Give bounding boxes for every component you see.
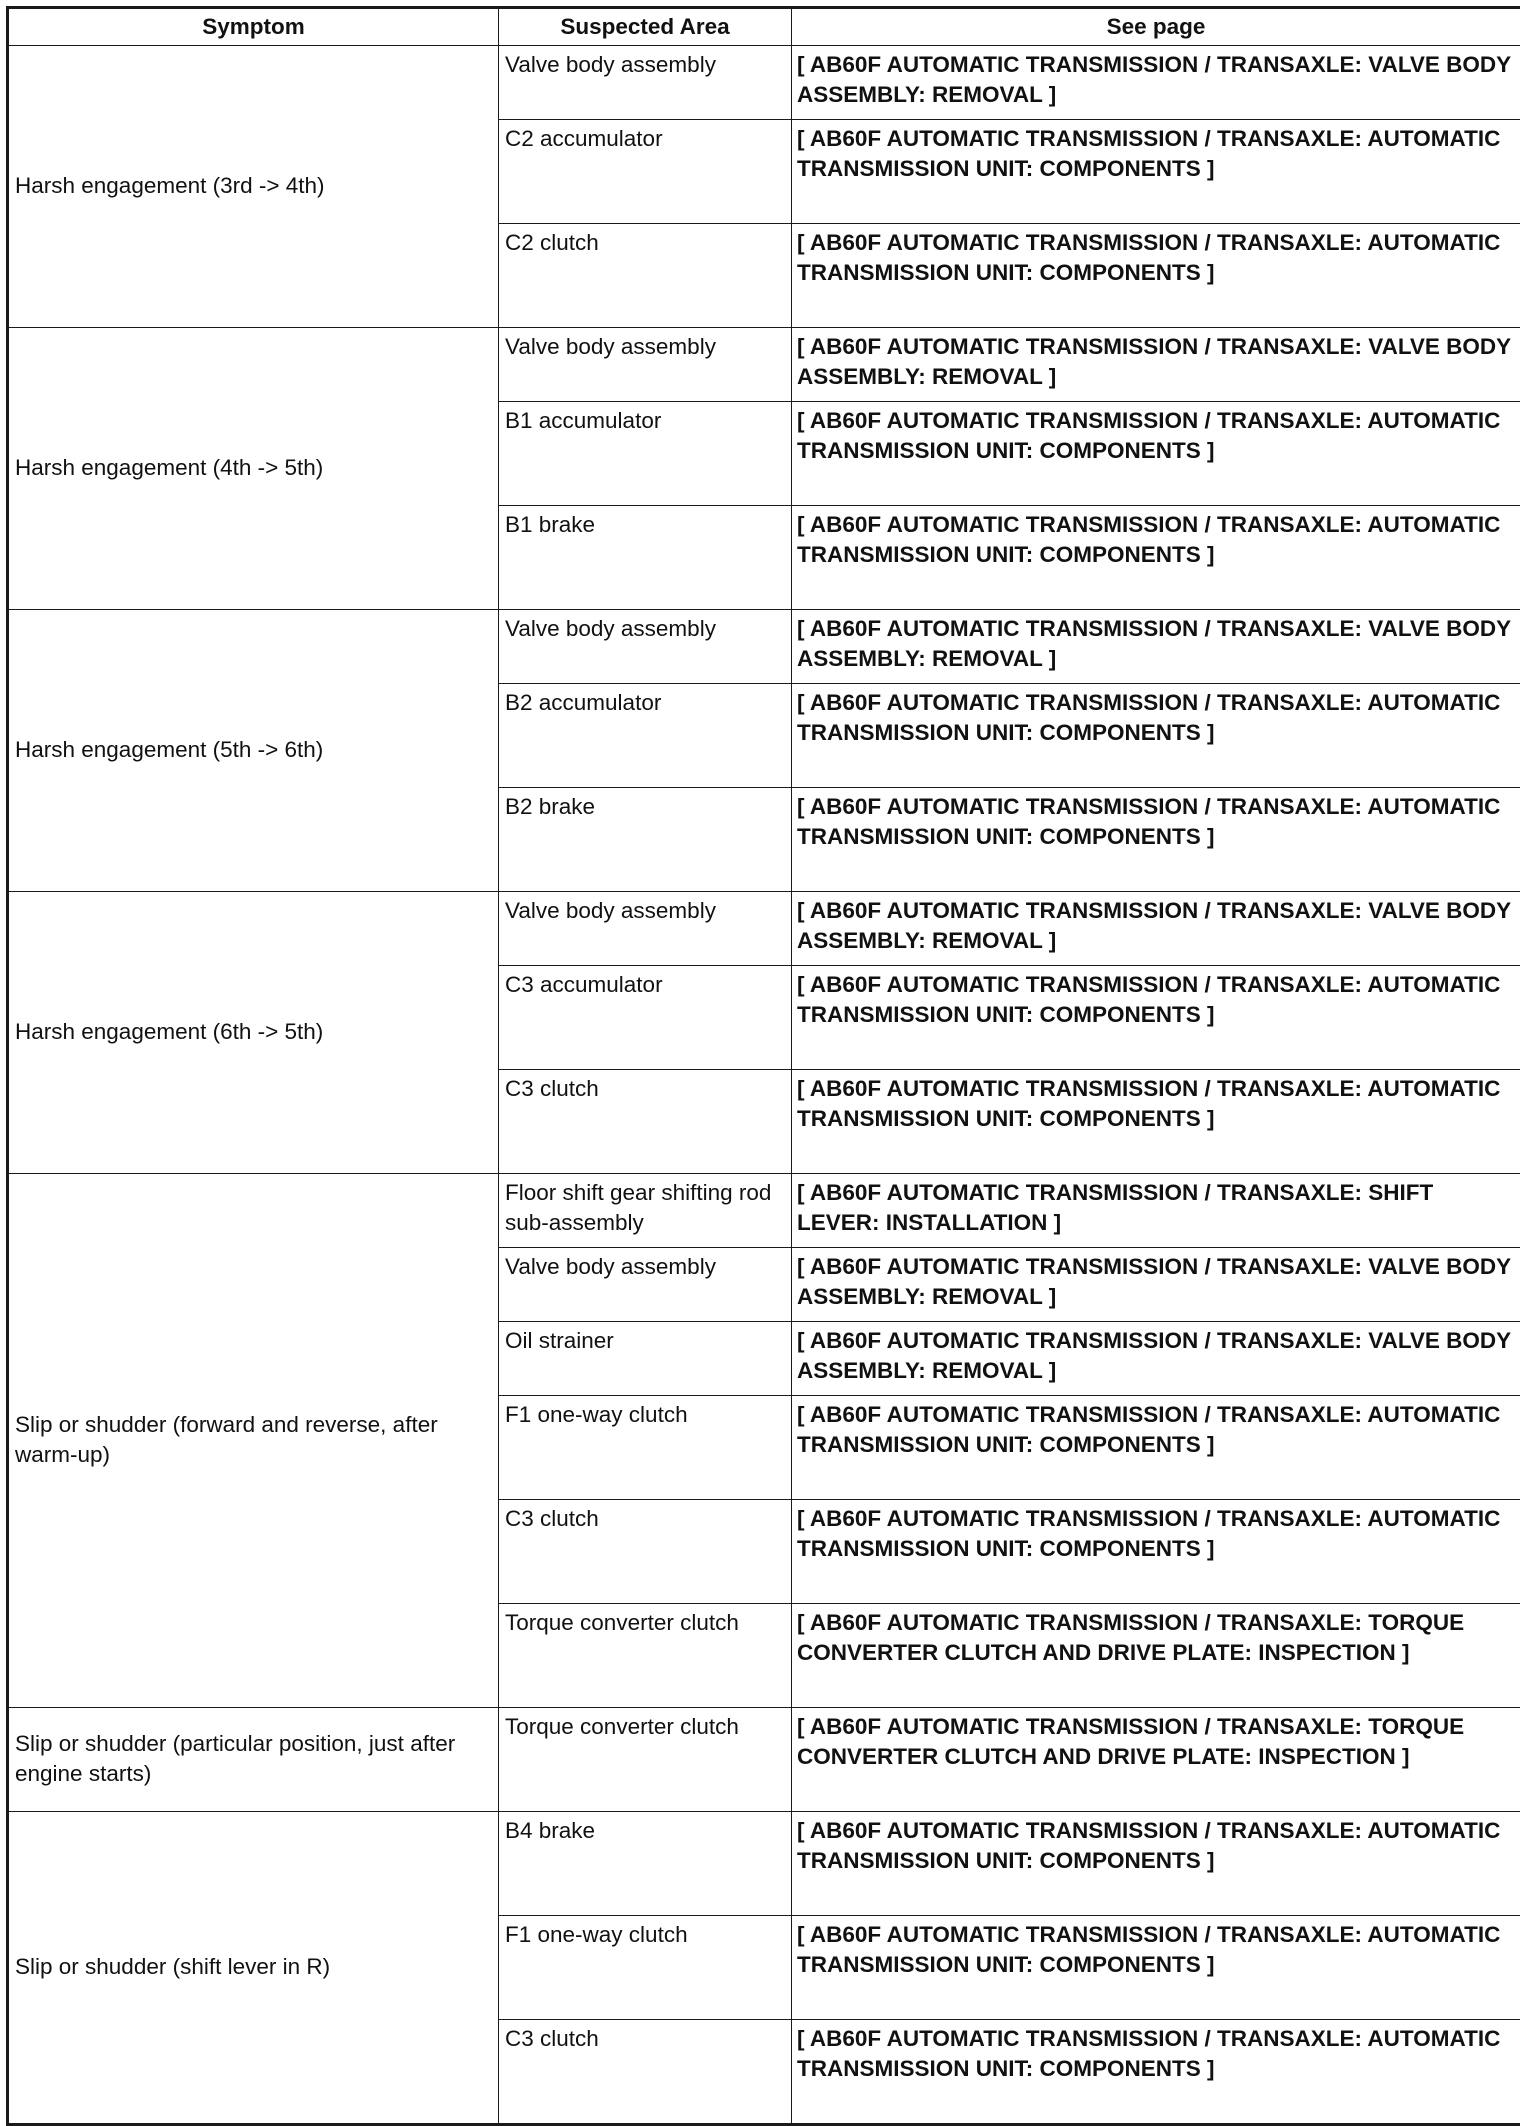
table-row [8, 1812, 1520, 1916]
symptom-cell: Slip or shudder (particular position, just after engine starts) [8, 1708, 499, 1812]
suspected-area-cell: Oil strainer [499, 1322, 792, 1396]
suspected-area-cell: Valve body assembly [499, 46, 792, 120]
table-row [8, 1708, 1520, 1812]
table-body [8, 46, 1520, 2125]
suspected-area-cell: Torque converter clutch [499, 1708, 792, 1812]
suspected-area-cell: Valve body assembly [499, 328, 792, 402]
see-page-reference: [ AB60F AUTOMATIC TRANSMISSION / TRANSAXLE: AUTOMATIC TRANSMISSION UNIT: COMPONENTS ] [792, 1500, 1520, 1604]
table-row [8, 892, 1520, 966]
suspected-area-cell: F1 one-way clutch [499, 1916, 792, 2020]
see-page-reference: [ AB60F AUTOMATIC TRANSMISSION / TRANSAXLE: AUTOMATIC TRANSMISSION UNIT: COMPONENTS ] [792, 966, 1520, 1070]
see-page-reference: [ AB60F AUTOMATIC TRANSMISSION / TRANSAXLE: AUTOMATIC TRANSMISSION UNIT: COMPONENTS ] [792, 684, 1520, 788]
suspected-area-cell: C3 accumulator [499, 966, 792, 1070]
suspected-area-cell: C3 clutch [499, 1070, 792, 1174]
see-page-reference: [ AB60F AUTOMATIC TRANSMISSION / TRANSAXLE: VALVE BODY ASSEMBLY: REMOVAL ] [792, 892, 1520, 966]
see-page-reference: [ AB60F AUTOMATIC TRANSMISSION / TRANSAXLE: AUTOMATIC TRANSMISSION UNIT: COMPONENTS ] [792, 402, 1520, 506]
see-page-reference: [ AB60F AUTOMATIC TRANSMISSION / TRANSAXLE: VALVE BODY ASSEMBLY: REMOVAL ] [792, 328, 1520, 402]
suspected-area-cell: C3 clutch [499, 2020, 792, 2125]
symptom-cell: Slip or shudder (shift lever in R) [8, 1812, 499, 2125]
symptom-cell: Harsh engagement (3rd -> 4th) [8, 46, 499, 328]
see-page-reference: [ AB60F AUTOMATIC TRANSMISSION / TRANSAXLE: AUTOMATIC TRANSMISSION UNIT: COMPONENTS ] [792, 120, 1520, 224]
suspected-area-cell: B2 accumulator [499, 684, 792, 788]
see-page-reference: [ AB60F AUTOMATIC TRANSMISSION / TRANSAXLE: VALVE BODY ASSEMBLY: REMOVAL ] [792, 1322, 1520, 1396]
see-page-reference: [ AB60F AUTOMATIC TRANSMISSION / TRANSAXLE: AUTOMATIC TRANSMISSION UNIT: COMPONENTS ] [792, 1812, 1520, 1916]
see-page-reference: [ AB60F AUTOMATIC TRANSMISSION / TRANSAXLE: AUTOMATIC TRANSMISSION UNIT: COMPONENTS ] [792, 788, 1520, 892]
header-see-page: See page [792, 8, 1520, 46]
suspected-area-cell: Torque converter clutch [499, 1604, 792, 1708]
troubleshooting-table [6, 6, 1520, 2126]
suspected-area-cell: C2 clutch [499, 224, 792, 328]
header-row [8, 8, 1520, 46]
table-row [8, 328, 1520, 402]
suspected-area-cell: Valve body assembly [499, 1248, 792, 1322]
see-page-reference: [ AB60F AUTOMATIC TRANSMISSION / TRANSAXLE: AUTOMATIC TRANSMISSION UNIT: COMPONENTS ] [792, 224, 1520, 328]
suspected-area-cell: F1 one-way clutch [499, 1396, 792, 1500]
suspected-area-cell: B1 brake [499, 506, 792, 610]
see-page-reference: [ AB60F AUTOMATIC TRANSMISSION / TRANSAXLE: AUTOMATIC TRANSMISSION UNIT: COMPONENTS ] [792, 1396, 1520, 1500]
see-page-reference: [ AB60F AUTOMATIC TRANSMISSION / TRANSAXLE: AUTOMATIC TRANSMISSION UNIT: COMPONENTS ] [792, 1916, 1520, 2020]
see-page-reference: [ AB60F AUTOMATIC TRANSMISSION / TRANSAXLE: TORQUE CONVERTER CLUTCH AND DRIVE PLATE: INSPECTION ] [792, 1604, 1520, 1708]
symptom-cell: Harsh engagement (6th -> 5th) [8, 892, 499, 1174]
see-page-reference: [ AB60F AUTOMATIC TRANSMISSION / TRANSAXLE: SHIFT LEVER: INSTALLATION ] [792, 1174, 1520, 1248]
table-row [8, 46, 1520, 120]
header-suspected-area: Suspected Area [499, 8, 792, 46]
symptom-cell: Slip or shudder (forward and reverse, after warm-up) [8, 1174, 499, 1708]
see-page-reference: [ AB60F AUTOMATIC TRANSMISSION / TRANSAXLE: AUTOMATIC TRANSMISSION UNIT: COMPONENTS ] [792, 506, 1520, 610]
header-symptom: Symptom [8, 8, 499, 46]
symptom-cell: Harsh engagement (4th -> 5th) [8, 328, 499, 610]
symptom-cell: Harsh engagement (5th -> 6th) [8, 610, 499, 892]
suspected-area-cell: B1 accumulator [499, 402, 792, 506]
see-page-reference: [ AB60F AUTOMATIC TRANSMISSION / TRANSAXLE: AUTOMATIC TRANSMISSION UNIT: COMPONENTS ] [792, 2020, 1520, 2125]
suspected-area-cell: Floor shift gear shifting rod sub-assembly [499, 1174, 792, 1248]
suspected-area-cell: B2 brake [499, 788, 792, 892]
see-page-reference: [ AB60F AUTOMATIC TRANSMISSION / TRANSAXLE: AUTOMATIC TRANSMISSION UNIT: COMPONENTS ] [792, 1070, 1520, 1174]
see-page-reference: [ AB60F AUTOMATIC TRANSMISSION / TRANSAXLE: TORQUE CONVERTER CLUTCH AND DRIVE PLATE: INSPECTION ] [792, 1708, 1520, 1812]
table-row [8, 1174, 1520, 1248]
see-page-reference: [ AB60F AUTOMATIC TRANSMISSION / TRANSAXLE: VALVE BODY ASSEMBLY: REMOVAL ] [792, 1248, 1520, 1322]
suspected-area-cell: C3 clutch [499, 1500, 792, 1604]
suspected-area-cell: B4 brake [499, 1812, 792, 1916]
see-page-reference: [ AB60F AUTOMATIC TRANSMISSION / TRANSAXLE: VALVE BODY ASSEMBLY: REMOVAL ] [792, 46, 1520, 120]
suspected-area-cell: Valve body assembly [499, 610, 792, 684]
table-row [8, 610, 1520, 684]
see-page-reference: [ AB60F AUTOMATIC TRANSMISSION / TRANSAXLE: VALVE BODY ASSEMBLY: REMOVAL ] [792, 610, 1520, 684]
suspected-area-cell: C2 accumulator [499, 120, 792, 224]
suspected-area-cell: Valve body assembly [499, 892, 792, 966]
